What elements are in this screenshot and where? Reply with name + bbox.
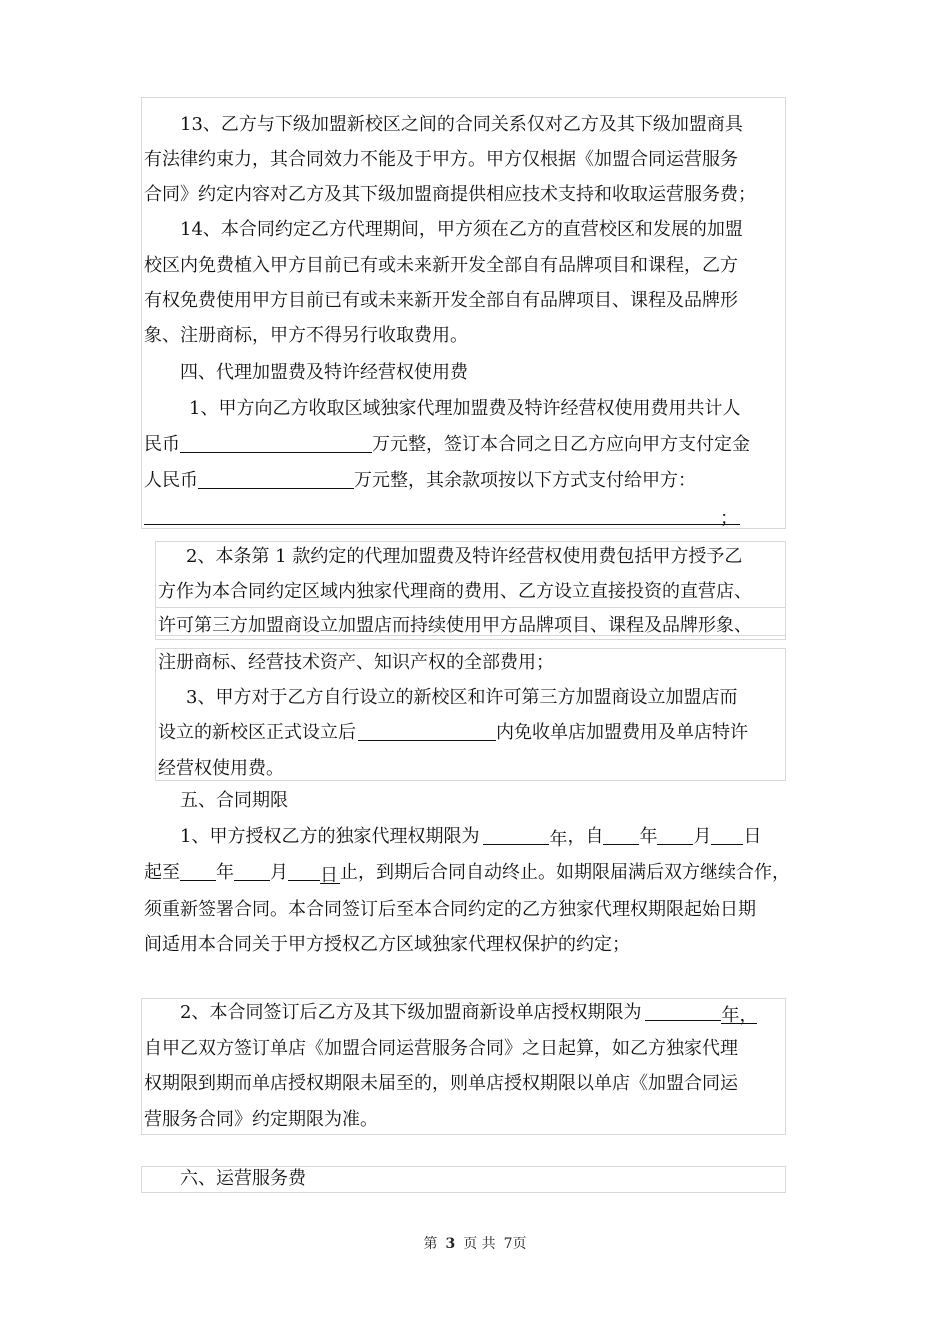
blank-amount-total xyxy=(180,430,372,453)
section-4-clause-2-line-1: 2、本条第 1 款约定的代理加盟费及特许经营权使用费包括甲方授予乙 xyxy=(186,546,743,567)
text-fragment: ； xyxy=(720,508,738,529)
blank-amount-deposit xyxy=(198,466,354,489)
blank-exemption-period xyxy=(358,718,496,741)
text-fragment: 民币 xyxy=(144,434,180,455)
year-label: 年 xyxy=(549,829,568,850)
blank-start-month xyxy=(657,822,693,845)
blank-payment-method xyxy=(144,524,720,525)
text-fragment: 年 xyxy=(216,862,234,883)
text-fragment: 日 xyxy=(743,826,762,847)
clause-14-line-3: 有权免费使用甲方目前已有或未来新开发全部自有品牌项目、课程及品牌形 xyxy=(144,290,738,311)
clause-14-line-4: 象、注册商标，甲方不得另行收取费用。 xyxy=(144,325,468,346)
section-5-clause-2-line-1 xyxy=(180,998,757,1028)
page-footer xyxy=(0,1233,950,1253)
text-fragment: 月 xyxy=(693,826,712,847)
text-fragment: 2、本合同签订后乙方及其下级加盟商新设单店授权期限为 xyxy=(180,1002,642,1023)
text-fragment: 止，到期后合同自动终止。如期限届满后双方继续合作， xyxy=(340,862,790,883)
section-5-clause-1-line-1 xyxy=(180,822,761,855)
clause-13-line-1: 13、乙方与下级加盟新校区之间的合同关系仅对乙方及其下级加盟商具 xyxy=(180,114,743,135)
section-4-heading: 四、代理加盟费及特许经营权使用费 xyxy=(180,362,468,383)
footer-prefix: 第 xyxy=(423,1236,438,1252)
blank-start-day xyxy=(711,822,743,845)
blank-payment-method-tail xyxy=(720,524,740,525)
text-fragment: 月 xyxy=(270,862,288,883)
footer-page-number: 3 xyxy=(445,1236,456,1252)
section-4-clause-3-line-2 xyxy=(158,718,748,748)
blank-start-year xyxy=(603,822,639,845)
section-4-clause-1-line-2 xyxy=(144,430,750,460)
blank-store-term-years xyxy=(645,998,721,1021)
blank-end-day xyxy=(288,858,320,881)
section-4-clause-2-line-2: 方作为本合同约定区域内独家代理商的费用、乙方设立直接投资的直营店、 xyxy=(158,581,752,602)
section-5-clause-1-line-4: 间适用本合同关于甲方授权乙方区域独家代理权保护的约定； xyxy=(144,934,630,955)
section-5-clause-2-line-3: 权期限到期而单店授权期限未届至的，则单店授权期限以单店《加盟合同运 xyxy=(144,1073,738,1094)
section-5-clause-1-line-2 xyxy=(144,858,790,888)
blank-end-month xyxy=(234,858,270,881)
clause-14-line-2: 校区内免费植入甲方目前已有或未来新开发全部自有品牌项目和课程，乙方 xyxy=(144,255,738,276)
section-5-clause-2-line-4: 营服务合同》约定期限为准。 xyxy=(144,1109,378,1130)
section-5-clause-1-line-3: 须重新签署合同。本合同签订后至本合同约定的乙方独家代理权期限起始日期 xyxy=(144,899,756,920)
text-fragment: 年 xyxy=(639,826,658,847)
text-fragment: 万元整，其余款项按以下方式支付给甲方： xyxy=(354,470,696,491)
footer-mid: 页 共 xyxy=(463,1236,496,1252)
section-4-clause-3-line-1: 3、甲方对于乙方自行设立的新校区和许可第三方加盟商设立加盟店而 xyxy=(186,687,738,708)
text-fragment: 万元整，签订本合同之日乙方应向甲方支付定金 xyxy=(372,434,750,455)
clause-14-line-1: 14、本合同约定乙方代理期间，甲方须在乙方的直营校区和发展的加盟 xyxy=(180,219,743,240)
text-fragment: 人民币 xyxy=(144,470,198,491)
section-4-clause-2-line-3: 许可第三方加盟商设立加盟店而持续使用甲方品牌项目、课程及品牌形象、 xyxy=(158,615,752,636)
section-4-clause-2-line-4: 注册商标、经营技术资产、知识产权的全部费用； xyxy=(158,652,554,673)
section-4-clause-1-line-3 xyxy=(144,466,696,496)
text-fragment: 1、甲方授权乙方的独家代理权期限为 xyxy=(180,826,480,847)
day-label: 日 xyxy=(320,861,340,884)
year-label-store: 年， xyxy=(721,1001,757,1024)
text-fragment: 内免收单店加盟费用及单店特许 xyxy=(496,722,748,743)
clause-13-line-3: 合同》约定内容对乙方及其下级加盟商提供相应技术支持和收取运营服务费； xyxy=(144,184,756,205)
payment-line-end xyxy=(720,504,738,534)
text-fragment: ，自 xyxy=(567,826,604,847)
text-fragment: 起至 xyxy=(144,862,180,883)
section-6-heading: 六、运营服务费 xyxy=(180,1168,306,1189)
footer-total: 7页 xyxy=(503,1236,527,1252)
blank-end-year xyxy=(180,858,216,881)
section-4-clause-1-line-1: 1、甲方向乙方收取区域独家代理加盟费及特许经营权使用费用共计人 xyxy=(189,398,741,419)
section-5-clause-2-line-2: 自甲乙双方签订单店《加盟合同运营服务合同》之日起算，如乙方独家代理 xyxy=(144,1038,738,1059)
section-5-heading: 五、合同期限 xyxy=(180,790,288,811)
text-fragment: 设立的新校区正式设立后 xyxy=(158,722,356,743)
blank-term-years xyxy=(483,822,549,845)
clause-13-line-2: 有法律约束力，其合同效力不能及于甲方。甲方仅根据《加盟合同运营服务 xyxy=(144,149,738,170)
section-4-clause-3-line-3: 经营权使用费。 xyxy=(158,758,284,779)
